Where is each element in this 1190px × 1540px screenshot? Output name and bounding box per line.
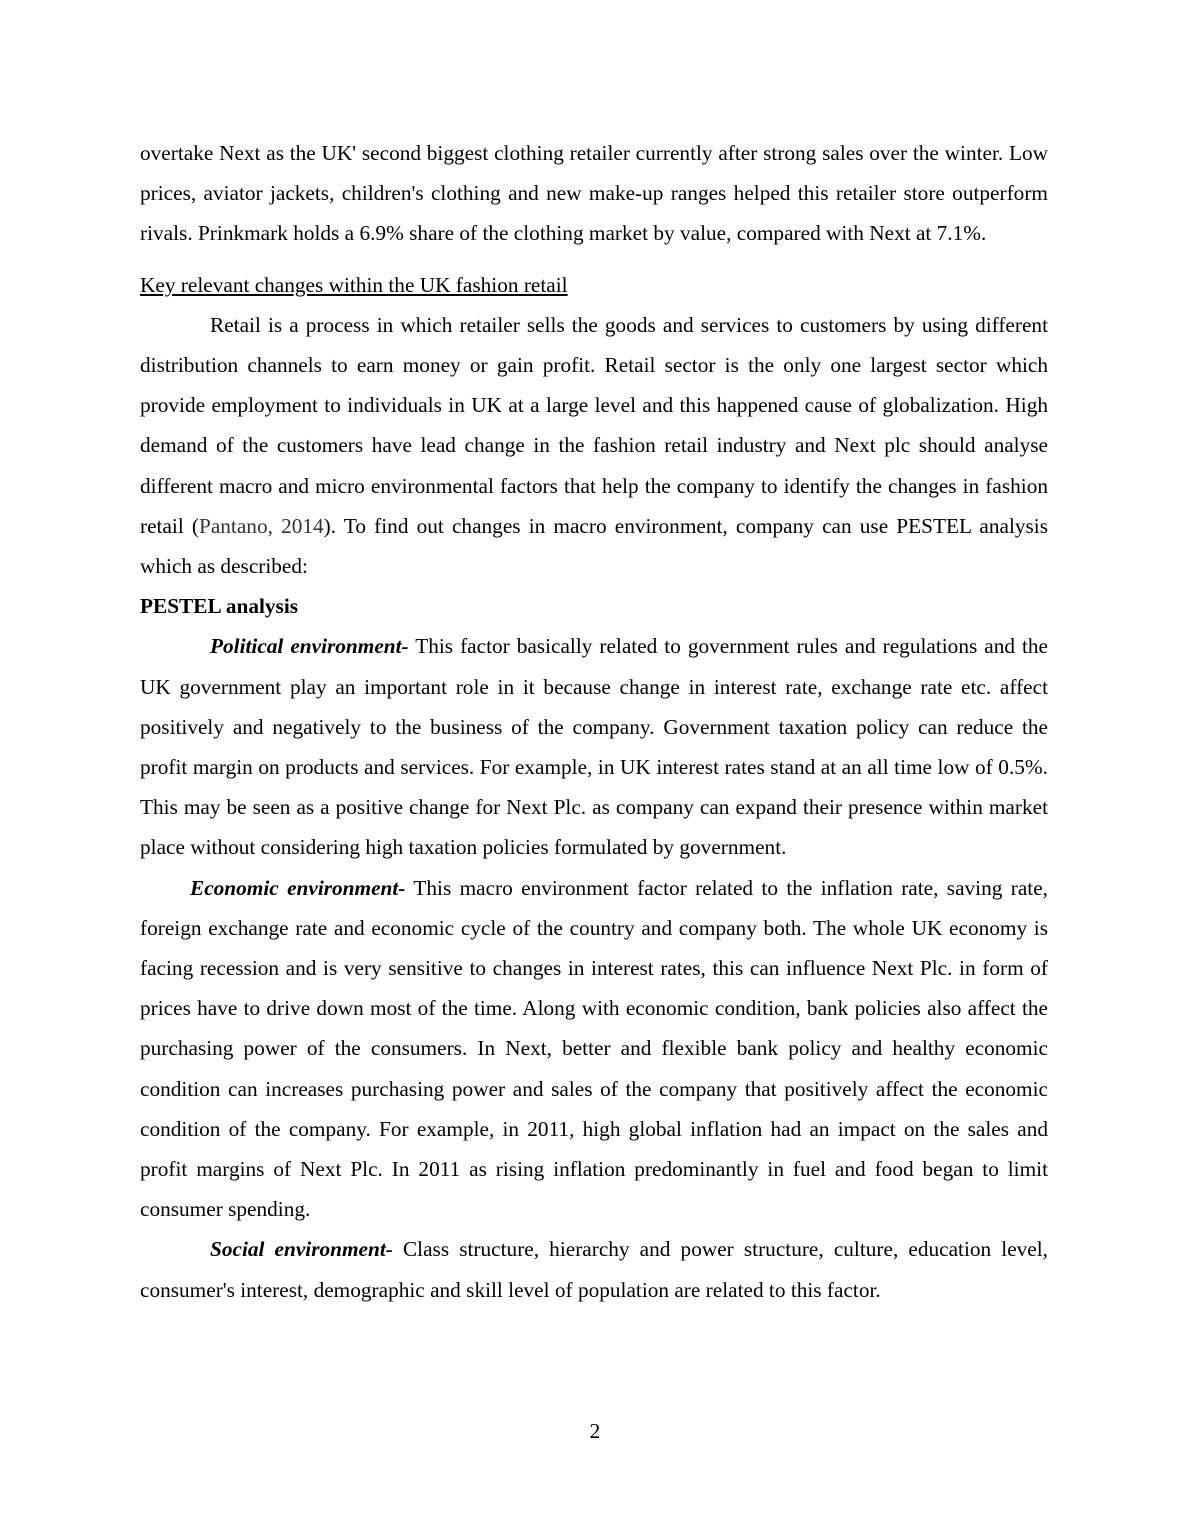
social-term: Social environment- (210, 1237, 393, 1262)
economic-term: Economic environment- (190, 875, 406, 900)
pestel-heading: PESTEL analysis (140, 594, 299, 619)
political-text: This factor basically related to government rules and regulations and the UK government play an important role in it because change in interest rate, exchange rate etc. affect positively and negatively to the business of the company. Government taxation policy can reduce the profit margin on products and services. For example, in UK interest rates stand at an all time low of 0.5%. This may be seen as a positive change for Next Plc. as company can expand their presence within market place without considering high taxation policies formulated by government. (140, 634, 1048, 860)
social-text: Class structure, hierarchy and power structure, culture, education level, consumer's interest, demographic and skill level of population are related to this factor. (140, 1237, 1048, 1302)
page-number: 2 (589, 1419, 601, 1443)
section-heading: Key relevant changes within the UK fashion retail (140, 272, 568, 297)
retail-text-after: ). To find out changes in macro environment, company can use PESTEL analysis which as described: (140, 513, 1048, 579)
citation: Pantano, 2014 (198, 513, 324, 538)
political-term: Political environment- (210, 634, 409, 659)
retail-text-before: Retail is a process in which retailer sells the goods and services to customers by using different distribution channels to earn money or gain profit. Retail sector is the only one largest sector which provide employment to individuals in UK at a large level and this happened cause of globalization. High demand of the customers have lead change in the fashion retail industry and Next plc should analyse different macro and micro environmental factors that help the company to identify the changes in fashion retail ( (140, 312, 1048, 538)
document-body (140, 133, 1048, 1310)
economic-text: This macro environment factor related to the inflation rate, saving rate, foreign exchange rate and economic cycle of the country and company both. The whole UK economy is facing recession and is very sensitive to changes in interest rates, this can influence Next Plc. in form of prices have to drive down most of the time. Along with economic condition, bank policies also affect the purchasing power of the consumers. In Next, better and flexible bank policy and healthy economic condition can increases purchasing power and sales of the company that positively affect the economic condition of the company. For example, in 2011, high global inflation had an impact on the sales and profit margins of Next Plc. In 2011 as rising inflation predominantly in fuel and food began to limit consumer spending. (140, 875, 1048, 1222)
intro-paragraph: overtake Next as the UK' second biggest clothing retailer currently after strong sales over the winter. Low prices, aviator jackets, children's clothing and new make-up ranges helped this retailer store outperform rivals. Prinkmark holds a 6.9% share of the clothing market by value, compared with Next at 7.1%. (140, 141, 1048, 246)
economic-paragraph (140, 868, 1048, 1230)
retail-paragraph (140, 305, 1048, 586)
social-paragraph (140, 1229, 1048, 1309)
political-paragraph (140, 626, 1048, 867)
